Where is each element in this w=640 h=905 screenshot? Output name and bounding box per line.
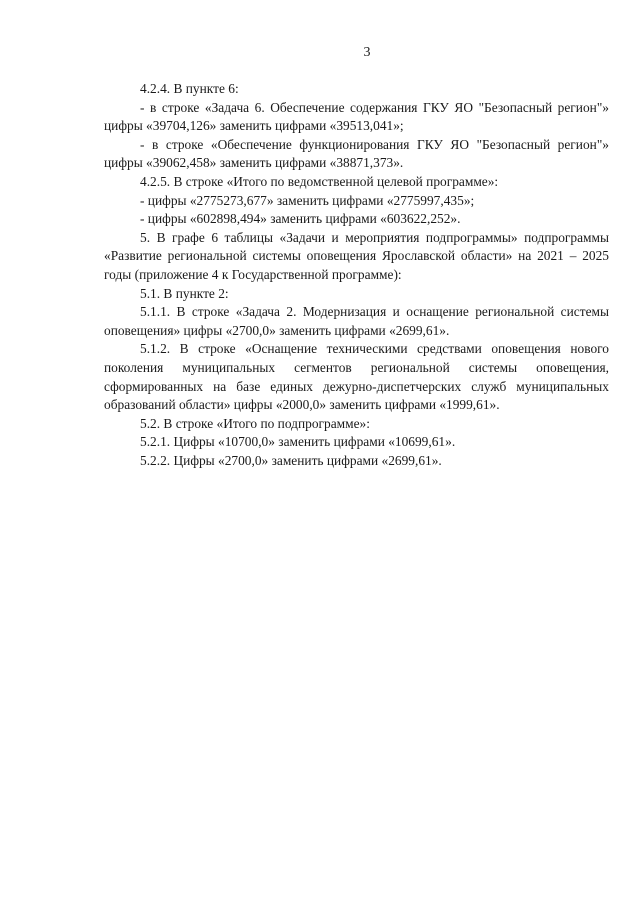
paragraph-figures-1: - цифры «2775273,677» заменить цифрами «2775997,435»; — [140, 192, 475, 208]
paragraph-5-2-1: 5.2.1. Цифры «10700,0» заменить цифрами «10699,61». — [140, 434, 456, 450]
document-body — [104, 80, 609, 470]
paragraph-figures-2: - цифры «602898,494» заменить цифрами «603622,252». — [140, 211, 461, 227]
paragraph-task-6-line: - в строке «Задача 6. Обеспечение содержания ГКУ ЯО "Безопасный регион"» цифры «39704,126» заменить цифрами «39513,041»; — [104, 99, 609, 134]
paragraph-5: 5. В графе 6 таблицы «Задачи и мероприятия подпрограммы» подпрограммы «Развитие региональной системы оповещения Ярославской области» на 2021 – 2025 годы (приложение 4 к Государственной программе): — [104, 229, 609, 282]
paragraph-functioning-line: - в строке «Обеспечение функционирования ГКУ ЯО "Безопасный регион"» цифры «39062,458» заменить цифрами «38871,373». — [104, 136, 609, 171]
paragraph-5-1: 5.1. В пункте 2: — [140, 285, 229, 301]
paragraph-5-1-2: 5.1.2. В строке «Оснащение техническими средствами оповещения нового поколения муниципальных сегментов региональной системы оповещения, сформированных на базе единых дежурно-диспетчерских служб муниципальных образований области» цифры «2000,0» заменить цифрами «1999,61». — [104, 341, 609, 413]
page-number: 3 — [363, 45, 371, 60]
paragraph-4-2-5: 4.2.5. В строке «Итого по ведомственной целевой программе»: — [140, 173, 499, 189]
paragraph-5-1-1: 5.1.1. В строке «Задача 2. Модернизация и оснащение региональной системы оповещения» цифры «2700,0» заменить цифрами «2699,61». — [104, 304, 609, 338]
paragraph-5-2: 5.2. В строке «Итого по подпрограмме»: — [140, 415, 370, 431]
paragraph-4-2-4: 4.2.4. В пункте 6: — [140, 81, 239, 96]
paragraph-5-2-2: 5.2.2. Цифры «2700,0» заменить цифрами «2699,61». — [140, 452, 442, 468]
